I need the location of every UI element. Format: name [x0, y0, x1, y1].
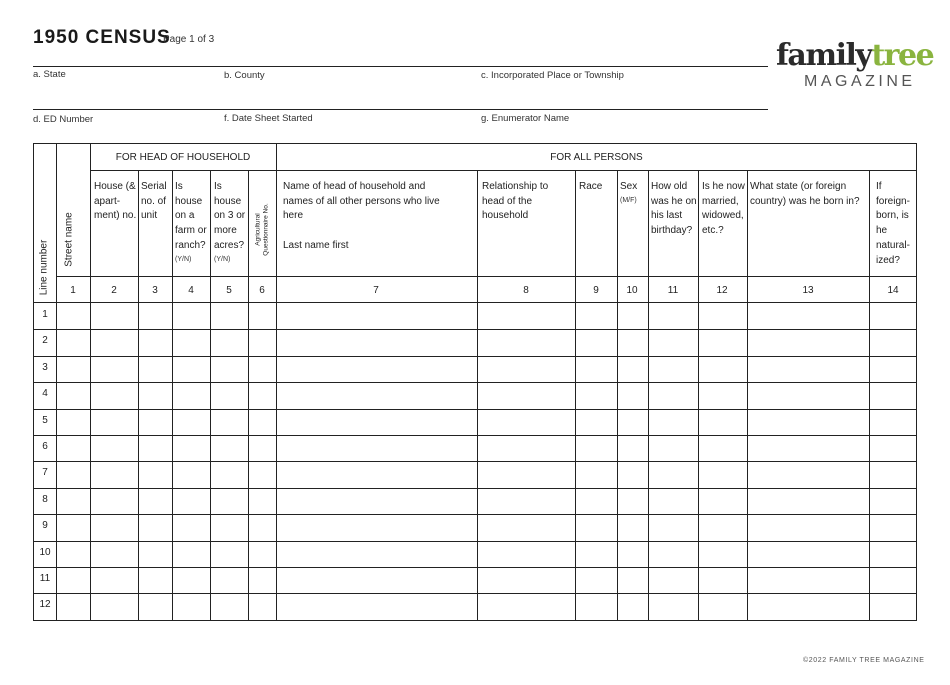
- table-cell[interactable]: [748, 462, 869, 488]
- table-cell[interactable]: [618, 330, 648, 356]
- table-cell[interactable]: [576, 383, 617, 409]
- table-cell[interactable]: [277, 357, 477, 382]
- col11-header: How old was he on his last birthday?: [651, 181, 697, 237]
- table-cell[interactable]: [211, 568, 248, 593]
- table-cell[interactable]: [699, 594, 747, 620]
- col-number-8: 8: [523, 285, 529, 296]
- logo-word-tree: tree: [871, 38, 934, 73]
- table-cell[interactable]: [618, 462, 648, 488]
- table-cell[interactable]: [91, 410, 138, 435]
- table-cell[interactable]: [870, 383, 917, 409]
- table-cell[interactable]: [139, 383, 172, 409]
- table-cell[interactable]: [748, 542, 869, 567]
- table-cell[interactable]: [139, 594, 172, 620]
- table-cell[interactable]: [249, 594, 276, 620]
- col7-header-text: Name of head of household and names of all other persons who live here: [283, 181, 440, 222]
- table-cell[interactable]: [649, 304, 698, 329]
- col7-header-note: Last name first: [283, 240, 349, 252]
- table-cell[interactable]: [748, 357, 869, 382]
- row-number: 1: [42, 309, 48, 320]
- table-cell[interactable]: [211, 489, 248, 514]
- col-number-7: 7: [373, 285, 379, 296]
- table-cell[interactable]: [277, 304, 477, 329]
- table-cell[interactable]: [618, 383, 648, 409]
- table-cell[interactable]: [748, 383, 869, 409]
- table-cell[interactable]: [649, 410, 698, 435]
- table-cell[interactable]: [173, 542, 210, 567]
- table-cell[interactable]: [576, 489, 617, 514]
- row-number: 2: [42, 335, 48, 346]
- table-cell[interactable]: [91, 489, 138, 514]
- col-number-2: 2: [111, 285, 117, 296]
- table-cell[interactable]: [618, 542, 648, 567]
- agricultural-questionnaire-header: Agricultural Questionnaire No.: [254, 203, 269, 256]
- col3-header: Serial no. of unit: [141, 181, 167, 222]
- row-number: 8: [42, 494, 48, 505]
- row-number: 7: [42, 467, 48, 478]
- col-number-10: 10: [626, 285, 638, 296]
- table-cell[interactable]: [870, 357, 917, 382]
- table-cell[interactable]: [576, 568, 617, 593]
- table-cell[interactable]: [699, 330, 747, 356]
- table-cell[interactable]: [277, 436, 477, 461]
- table-cell[interactable]: [139, 489, 172, 514]
- table-cell[interactable]: [277, 383, 477, 409]
- table-cell[interactable]: [173, 594, 210, 620]
- table-cell[interactable]: [91, 383, 138, 409]
- table-cell[interactable]: [91, 357, 138, 382]
- col4-header-note: (Y/N): [175, 255, 192, 263]
- table-cell[interactable]: [277, 542, 477, 567]
- table-cell[interactable]: [870, 568, 917, 593]
- table-cell[interactable]: [649, 436, 698, 461]
- table-cell[interactable]: [211, 515, 248, 541]
- table-cell[interactable]: [173, 436, 210, 461]
- table-cell[interactable]: [699, 410, 747, 435]
- table-cell[interactable]: [173, 462, 210, 488]
- table-cell[interactable]: [139, 410, 172, 435]
- table-cell[interactable]: [139, 462, 172, 488]
- col5-header: [214, 180, 248, 266]
- table-cell[interactable]: [139, 542, 172, 567]
- table-cell[interactable]: [478, 542, 575, 567]
- table-cell[interactable]: [649, 330, 698, 356]
- col10-header: [620, 180, 647, 207]
- table-cell[interactable]: [478, 410, 575, 435]
- row-number: 9: [42, 520, 48, 531]
- table-cell[interactable]: [277, 410, 477, 435]
- table-cell[interactable]: [277, 515, 477, 541]
- table-cell[interactable]: [478, 330, 575, 356]
- table-cell[interactable]: [748, 304, 869, 329]
- table-cell[interactable]: [649, 357, 698, 382]
- col-number-1: 1: [70, 285, 76, 296]
- table-cell[interactable]: [748, 594, 869, 620]
- col-number-4: 4: [188, 285, 194, 296]
- table-cell[interactable]: [748, 515, 869, 541]
- table-cell[interactable]: [478, 489, 575, 514]
- table-cell[interactable]: [91, 304, 138, 329]
- table-cell[interactable]: [649, 594, 698, 620]
- table-cell[interactable]: [649, 383, 698, 409]
- table-cell[interactable]: [870, 436, 917, 461]
- table-cell[interactable]: [91, 462, 138, 488]
- table-cell[interactable]: [173, 489, 210, 514]
- col4-header-text: Is house on a farm or ranch?: [175, 181, 207, 251]
- row-number: 10: [39, 547, 51, 558]
- table-cell[interactable]: [173, 410, 210, 435]
- table-cell[interactable]: [277, 594, 477, 620]
- table-cell[interactable]: [211, 383, 248, 409]
- table-cell[interactable]: [576, 542, 617, 567]
- table-cell[interactable]: [249, 436, 276, 461]
- enumerator-label: g. Enumerator Name: [481, 113, 570, 124]
- table-cell[interactable]: [618, 357, 648, 382]
- table-cell[interactable]: [618, 515, 648, 541]
- row-number: 4: [42, 388, 48, 399]
- table-cell[interactable]: [173, 304, 210, 329]
- table-cell[interactable]: [91, 436, 138, 461]
- table-cell[interactable]: [649, 568, 698, 593]
- table-cell[interactable]: [139, 568, 172, 593]
- table-cell[interactable]: [211, 594, 248, 620]
- street-name-cell[interactable]: [57, 303, 90, 620]
- table-cell[interactable]: [618, 410, 648, 435]
- table-cell[interactable]: [277, 568, 477, 593]
- table-cell[interactable]: [173, 568, 210, 593]
- ed-number-label: d. ED Number: [33, 114, 94, 125]
- table-cell[interactable]: [211, 462, 248, 488]
- table-cell[interactable]: [249, 489, 276, 514]
- table-cell[interactable]: [699, 436, 747, 461]
- table-cell[interactable]: [576, 594, 617, 620]
- table-cell[interactable]: [91, 515, 138, 541]
- line-number-header: Line number: [38, 239, 50, 296]
- table-cell[interactable]: [478, 594, 575, 620]
- table-cell[interactable]: [748, 568, 869, 593]
- table-cell[interactable]: [618, 489, 648, 514]
- logo-word-family: family: [776, 38, 872, 73]
- table-cell[interactable]: [478, 304, 575, 329]
- col5-header-note: (Y/N): [214, 255, 231, 263]
- date-started-label: f. Date Sheet Started: [224, 113, 313, 124]
- table-cell[interactable]: [649, 515, 698, 541]
- table-cell[interactable]: [139, 304, 172, 329]
- table-cell[interactable]: [748, 330, 869, 356]
- col10-header-note: (M/F): [620, 196, 637, 204]
- table-cell[interactable]: [139, 330, 172, 356]
- group-head-of-household: FOR HEAD OF HOUSEHOLD: [115, 152, 251, 163]
- table-cell[interactable]: [249, 357, 276, 382]
- col12-header: Is he now married, widowed, etc.?: [702, 181, 745, 237]
- table-cell[interactable]: [249, 330, 276, 356]
- table-cell[interactable]: [139, 515, 172, 541]
- col7-header: [283, 180, 443, 254]
- table-cell[interactable]: [91, 568, 138, 593]
- table-cell[interactable]: [91, 594, 138, 620]
- table-cell[interactable]: [699, 462, 747, 488]
- table-cell[interactable]: [277, 489, 477, 514]
- table-cell[interactable]: [870, 542, 917, 567]
- table-cell[interactable]: [478, 436, 575, 461]
- table-cell[interactable]: [173, 383, 210, 409]
- row-number: 11: [39, 573, 51, 584]
- table-cell[interactable]: [139, 357, 172, 382]
- table-cell[interactable]: [576, 515, 617, 541]
- table-cell[interactable]: [277, 462, 477, 488]
- table-cell[interactable]: [478, 357, 575, 382]
- table-cell[interactable]: [249, 462, 276, 488]
- table-cell[interactable]: [649, 462, 698, 488]
- col13-header: What state (or foreign country) was he born in?: [750, 181, 860, 207]
- table-cell[interactable]: [618, 304, 648, 329]
- table-cell[interactable]: [699, 383, 747, 409]
- col10-header-text: Sex: [620, 181, 638, 192]
- table-cell[interactable]: [139, 436, 172, 461]
- page-title: 1950 CENSUS: [33, 27, 171, 48]
- table-cell[interactable]: [870, 515, 917, 541]
- table-cell[interactable]: [618, 436, 648, 461]
- table-cell[interactable]: [478, 383, 575, 409]
- table-cell[interactable]: [699, 515, 747, 541]
- table-cell[interactable]: [576, 357, 617, 382]
- table-cell[interactable]: [249, 515, 276, 541]
- col-number-12: 12: [716, 285, 728, 296]
- table-cell[interactable]: [649, 489, 698, 514]
- table-cell[interactable]: [91, 542, 138, 567]
- col4-header: [175, 180, 211, 266]
- col-number-9: 9: [593, 285, 599, 296]
- table-cell[interactable]: [173, 515, 210, 541]
- row-number: 3: [42, 362, 48, 373]
- table-cell[interactable]: [478, 568, 575, 593]
- copyright-notice: ©2022 FAMILY TREE MAGAZINE: [803, 657, 925, 664]
- table-cell[interactable]: [249, 410, 276, 435]
- table-cell[interactable]: [91, 330, 138, 356]
- table-cell[interactable]: [211, 542, 248, 567]
- table-cell[interactable]: [870, 489, 917, 514]
- col-number-11: 11: [667, 285, 679, 296]
- col8-header: Relationship to head of the household: [482, 181, 549, 222]
- col-number-3: 3: [152, 285, 158, 296]
- table-cell[interactable]: [249, 542, 276, 567]
- table-cell[interactable]: [576, 330, 617, 356]
- table-cell[interactable]: [478, 462, 575, 488]
- county-label: b. County: [224, 70, 265, 81]
- state-label: a. State: [33, 69, 66, 80]
- table-cell[interactable]: [649, 542, 698, 567]
- table-cell[interactable]: [699, 304, 747, 329]
- table-cell[interactable]: [576, 436, 617, 461]
- col-number-5: 5: [226, 285, 232, 296]
- table-cell[interactable]: [618, 594, 648, 620]
- table-cell[interactable]: [870, 462, 917, 488]
- row-number: 5: [42, 415, 48, 426]
- table-cell[interactable]: [748, 436, 869, 461]
- street-name-header: Street name: [63, 212, 75, 267]
- table-cell[interactable]: [699, 568, 747, 593]
- table-cell[interactable]: [699, 357, 747, 382]
- col14-header: If foreign-born, is he natural-ized?: [876, 181, 910, 266]
- table-cell[interactable]: [576, 410, 617, 435]
- table-cell[interactable]: [699, 542, 747, 567]
- table-cell[interactable]: [249, 568, 276, 593]
- table-cell[interactable]: [249, 304, 276, 329]
- col2-header: House (& apart-ment) no.: [94, 181, 137, 222]
- table-cell[interactable]: [211, 436, 248, 461]
- row-number: 6: [42, 441, 48, 452]
- table-cell[interactable]: [699, 489, 747, 514]
- table-cell[interactable]: [211, 330, 248, 356]
- col5-header-text: Is house on 3 or more acres?: [214, 181, 246, 251]
- table-cell[interactable]: [870, 594, 917, 620]
- table-cell[interactable]: [211, 304, 248, 329]
- table-cell[interactable]: [748, 489, 869, 514]
- table-cell[interactable]: [870, 330, 917, 356]
- table-cell[interactable]: [748, 410, 869, 435]
- col-number-6: 6: [259, 285, 265, 296]
- table-cell[interactable]: [870, 304, 917, 329]
- table-cell[interactable]: [870, 410, 917, 435]
- table-cell[interactable]: [277, 330, 477, 356]
- table-cell[interactable]: [211, 410, 248, 435]
- col-number-14: 14: [887, 285, 899, 296]
- logo-subtitle: MAGAZINE: [804, 73, 916, 90]
- table-cell[interactable]: [173, 357, 210, 382]
- table-cell[interactable]: [173, 330, 210, 356]
- col9-header: Race: [579, 181, 603, 192]
- row-number: 12: [39, 599, 51, 610]
- table-cell[interactable]: [478, 515, 575, 541]
- group-all-persons: FOR ALL PERSONS: [550, 152, 643, 163]
- table-cell[interactable]: [249, 383, 276, 409]
- page-indicator: Page 1 of 3: [163, 34, 215, 45]
- table-cell[interactable]: [211, 357, 248, 382]
- table-cell[interactable]: [618, 568, 648, 593]
- table-cell[interactable]: [576, 304, 617, 329]
- table-cell[interactable]: [576, 462, 617, 488]
- col-number-13: 13: [802, 285, 814, 296]
- place-label: c. Incorporated Place or Township: [481, 70, 624, 81]
